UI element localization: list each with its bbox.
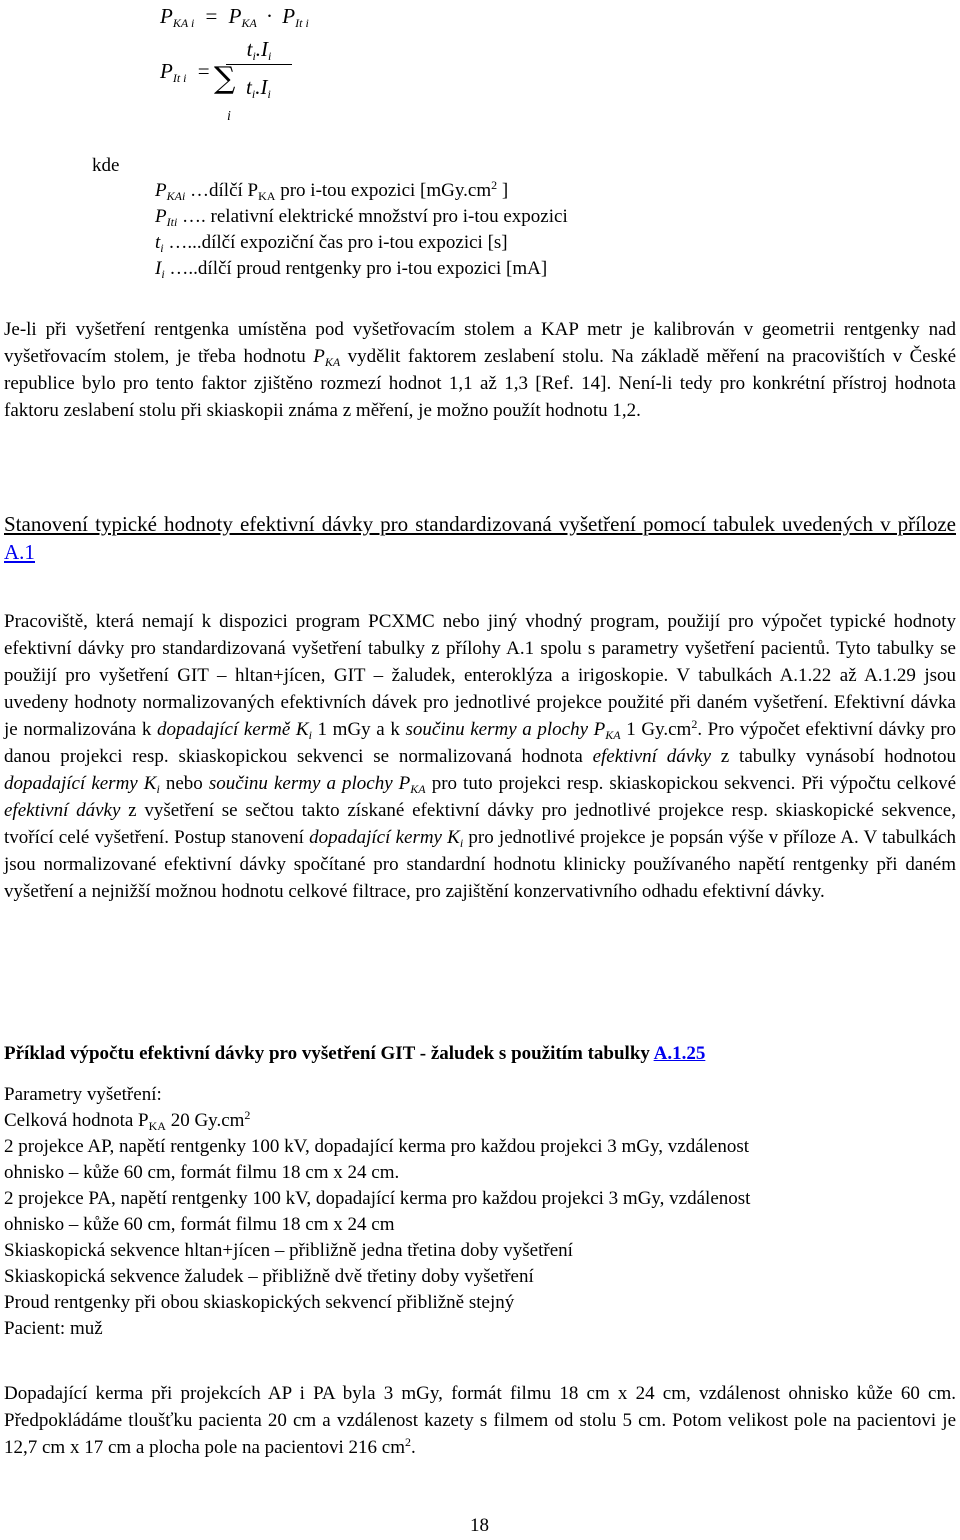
def-text: …. relativní elektrické množství pro i-tou expozici (182, 206, 568, 227)
fraction-denominator (246, 74, 271, 101)
def-symbol: t (155, 232, 161, 253)
definitions-list (155, 178, 568, 282)
para-subscript: KA (605, 728, 621, 742)
formula-subscript: It i (295, 16, 309, 30)
param-subscript: KA (148, 1119, 166, 1133)
param-text: Celková hodnota P (4, 1110, 149, 1131)
para-subscript: KA (410, 782, 426, 796)
equals-sign: = (205, 4, 218, 28)
definition-pkai (155, 178, 568, 204)
formula-subscript: i (268, 49, 272, 63)
para-subscript: i (308, 728, 312, 742)
def-subscript: KA (258, 189, 276, 203)
params-line: ohnisko – kůže 60 cm, formát filmu 18 cm x 24 cm (4, 1214, 395, 1235)
sum-index: i (227, 109, 231, 124)
formula-symbol: P (160, 59, 173, 83)
exam-parameters (4, 1082, 750, 1342)
table-link[interactable]: A.1.25 (653, 1043, 706, 1064)
param-superscript: 2 (244, 1108, 251, 1122)
fraction-numerator (226, 36, 292, 65)
para-text: 1 mGy a k (311, 719, 406, 740)
appendix-link[interactable]: A.1 (4, 540, 35, 564)
def-subscript: KAi (166, 189, 186, 203)
params-line: Skiaskopická sekvence žaludek – přibližně dvě třetiny doby vyšetření (4, 1266, 534, 1287)
para-text: z tabulky vynásobí hodnotou (711, 746, 956, 767)
params-line: Pacient: muž (4, 1318, 103, 1339)
definition-piti (155, 204, 568, 230)
def-text: pro i-tou expozici [mGy.cm (275, 180, 492, 201)
def-subscript: i (161, 267, 165, 281)
formula-symbol: .I (255, 75, 268, 99)
para-text: 1 Gy.cm (620, 719, 692, 740)
formula-subscript: KA i (172, 16, 195, 30)
params-line: Proud rentgenky při obou skiaskopických sekvencí přibližně stejný (4, 1292, 515, 1313)
params-title: Parametry vyšetření: (4, 1084, 162, 1105)
def-text: …dílčí P (190, 180, 259, 201)
formula-2 (160, 58, 216, 85)
formula-subscript: It i (172, 71, 187, 85)
multiply-dot: · (266, 4, 274, 28)
heading-text: Příklad výpočtu efektivní dávky pro vyšetření GIT - žaludek s použitím tabulky (4, 1043, 654, 1064)
para-text: . (411, 1437, 416, 1458)
para-subscript: i (156, 782, 160, 796)
para-italic: dopadající kermy K (4, 773, 157, 794)
def-text: ] (497, 180, 509, 201)
para-italic: součinu kermy a plochy P (208, 773, 411, 794)
definition-ti (155, 230, 568, 256)
def-superscript: 2 (491, 178, 498, 192)
def-symbol: P (155, 206, 167, 227)
para-text: Dopadající kerma při projekcích AP i PA byla 3 mGy, formát filmu 18 cm x 24 cm, vzdálenost ohnisko kůže 60 cm. Předpokládáme tloušťku pacienta 20 cm a vzdálenost kazety s filmem od stolu 5 cm. Potom velikost pole na pacientovi je 12,7 cm x 17 cm a plocha pole na pacientovi 216 cm (4, 1383, 956, 1458)
section-heading-typical-dose (4, 510, 956, 566)
params-line: 2 projekce PA, napětí rentgenky 100 kV, dopadající kerma pro každou projekci 3 mGy, vzdálenost (4, 1188, 751, 1209)
params-line: Skiaskopická sekvence hltan+jícen – přibližně jedna třetina doby vyšetření (4, 1240, 573, 1261)
formula-symbol: P (160, 4, 173, 28)
para-text: pro jednotlivé projekce je popsán výše v příloze A. V tabulkách jsou normalizované efektivní dávky spočítané pro standardní hodnotu klinicky používaného napětí rentgenky při daném vyšetření a nejnižší možnou hodnotu celkové filtrace, pro zajištění konzervativního odhadu efektivní dávky. (4, 827, 956, 902)
params-line: ohnisko – kůže 60 cm, formát filmu 18 cm x 24 cm. (4, 1162, 400, 1183)
para-subscript: KA (324, 355, 341, 369)
formula-symbol: t (246, 37, 253, 61)
formula-symbol: P (228, 4, 242, 28)
section-heading-example (4, 1041, 705, 1068)
para-italic: součinu kermy a plochy P (405, 719, 606, 740)
para-text: Je-li při vyšetření rentgenka umístěna pod vyšetřovacím stolem a KAP metr je kalibrován v geometrii rentgenky nad vyšetřovacím stolem, je třeba hodnotu (4, 319, 956, 367)
para-italic: dopadající kermě K (156, 719, 309, 740)
formula-symbol: P (282, 4, 296, 28)
def-symbol: I (155, 258, 162, 279)
para-text: vydělit faktorem zeslabení stolu. Na základě měření na pracovištích v České republice bylo pro tento faktor zjištěno rozmezí hodnot 1,1 až 1,3 [Ref. 14]. Není-li tedy pro konkrétní přístroj hodnota faktoru zeslabení stolu při skiaskopii známa z měření, je možno použít hodnotu 1,2. (4, 346, 957, 421)
def-symbol: P (155, 180, 167, 201)
para-text: nebo (159, 773, 209, 794)
params-total-pka (4, 1108, 750, 1134)
heading-text: Stanovení typické hodnoty efektivní dávky pro standardizovaná vyšetření pomocí tabulek uvedených v příloze (4, 512, 956, 536)
paragraph-table-attenuation (4, 316, 956, 424)
para-symbol: P (313, 346, 325, 367)
para-text: . Pro výpočet efektivní dávky pro danou projekci resp. skiaskopickou sekvenci se normalizovaná hodnota (4, 719, 957, 767)
formula-1 (160, 3, 309, 30)
page-number: 18 (470, 1515, 489, 1536)
para-italic: efektivní dávky (4, 800, 121, 821)
paragraph-method (4, 608, 956, 905)
paragraph-field-size (4, 1380, 956, 1461)
def-subscript: i (160, 241, 164, 255)
para-superscript: 2 (405, 1435, 411, 1449)
formula-symbol: t (246, 75, 252, 99)
formula-symbol: .I (255, 37, 269, 61)
formula-subscript: i (267, 87, 271, 101)
equals-sign: = (197, 59, 210, 83)
para-italic: dopadající kermy K (309, 827, 460, 848)
para-superscript: 2 (691, 717, 698, 731)
params-line: 2 projekce AP, napětí rentgenky 100 kV, dopadající kerma pro každou projekci 3 mGy, vzdálenost (4, 1136, 750, 1157)
para-subscript: i (459, 836, 464, 850)
sum-symbol: ∑ (214, 61, 236, 96)
para-text: z vyšetření se sečtou takto získané efektivní dávky pro jednotlivé projekce resp. skiaskopické sekvence, tvořící celé vyšetření. Postup stanovení (4, 800, 956, 848)
def-text: …...dílčí expoziční čas pro i-tou expozici [s] (163, 232, 508, 253)
formula-subscript: KA (241, 16, 257, 30)
para-text: pro tuto projekci resp. skiaskopickou sekvenci. Při výpočtu celkové (425, 773, 956, 794)
def-text: …..dílčí proud rentgenky pro i-tou expozici [mA] (164, 258, 548, 279)
para-text: Pracoviště, která nemají k dispozici program PCXMC nebo jiný vhodný program, použijí pro výpočet typické hodnoty efektivní dávky pro standardizovaná vyšetření tabulky z přílohy A.1 spolu s parametry vyšetření pacientů. Tyto tabulky se použijí pro vyšetření GIT – hltan+jícen, GIT – žaludek, enteroklýza a irigoskopie. V tabulkách A.1.22 až A.1.29 jsou uvedeny hodnoty normalizovaných efektivních dávek pro jednotlivé projekce použité při daném vyšetření. Efektivní dávka je normalizována k (4, 611, 956, 740)
param-text: 20 Gy.cm (165, 1110, 245, 1131)
kde-label: kde (92, 155, 120, 176)
def-subscript: Iti (166, 215, 178, 229)
formula-subscript: i (252, 49, 256, 63)
definition-ii (155, 256, 568, 282)
formula-subscript: i (251, 87, 256, 101)
para-italic: efektivní dávky (592, 746, 712, 767)
